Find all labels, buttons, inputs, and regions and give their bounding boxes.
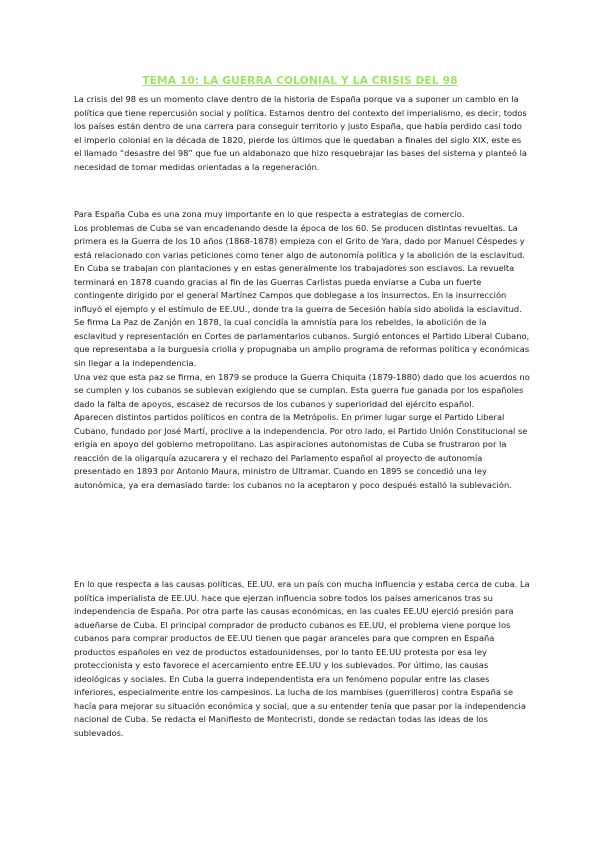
paragraph-intro	[74, 93, 530, 174]
paragraph-causas	[74, 578, 530, 741]
paragraph-line: Aparecen distintos partidos políticos en contra de la Metrópolis. En primer lugar surge el Partido Liberal Cubano, fundado por José Martí, proclive a la independencia. Por otro lado, el Partido Unión Constitucional se erigía en apoyo del gobierno metropolitano. Las aspiraciones autonomistas de Cuba se frustraron por la reacción de la oligarquía azucarera y el rechazo del Parlamento español al proyecto de autonomía presentado en 1893 por Antonio Maura, ministro de Ultramar. Cuando en 1895 se concedió una ley autonómica, ya era demasiado tarde: los cubanos no la aceptaron y poco después estalló la sublevación.	[74, 412, 528, 490]
paragraph-line: Una vez que esta paz se firma, en 1879 se produce la Guerra Chiquita (1879-1880) dado que los acuerdos no se cumplen y los cubanos se sublevan exigiendo que se cumplan. Esta guerra fue ganada por los españoles dado la falta de apoyos, escasez de recursos de los cubanos y superioridad del ejército español.	[74, 371, 530, 409]
document-title: TEMA 10: LA GUERRA COLONIAL Y LA CRISIS DEL 98	[142, 75, 458, 87]
paragraph-cuba-revueltas	[74, 208, 530, 492]
paragraph-line: En lo que respecta a las causas políticas, EE.UU. era un país con mucha influencia y estaba cerca de cuba. La política imperialista de EE.UU. hace que ejerzan influencia sobre todos los países americanos tras su independencia de España. Por otra parte las causas económicas, en las cuales EE.UU ejerció presión para adueñarse de Cuba. El principal comprador de producto cubanos es EE.UU, el problema viene porque los cubanos para comprar productos de EE.UU tienen que pagar aranceles para que compren en España productos españoles en vez de productos estadounidenses, por lo tanto EE.UU protesta por esa ley proteccionista y esto favorece el acercamiento entre EE.UU y los sublevados. Por último, las causas ideológicas y sociales. En Cuba la guerra independentista era un fenómeno popular entre las clases inferiores, especialmente entre los campesinos. La lucha de los mambises (guerrilleros) contra España se hacía para mejorar su situación económica y social, que a su entender tenía que pasar por la independencia nacional de Cuba. Se redacta el Manifiesto de Montecristi, donde se redactan todas las ideas de los sublevados.	[74, 579, 530, 739]
paragraph-line: La crisis del 98 es un momento clave dentro de la historia de España porque va a suponer un cambio en la política que tiene repercusión social y política. Estamos dentro del contexto del imperialismo, es decir, todos los países están dentro de una carrera para conseguir territorio y justo España, que había perdido casi todo el imperio colonial en la década de 1820, pierde los últimos que le quedaban a finales del siglo XIX, este es el llamado “desastre del 98” que fue un aldabonazo que hizo resquebrajar las bases del sistema y planteó la necesidad de tomar medidas orientadas a la regeneración.	[74, 94, 527, 172]
paragraph-line: Para España Cuba es una zona muy importante en lo que respecta a estrategias de comercio.	[74, 209, 465, 219]
paragraph-line: Los problemas de Cuba se van encadenando desde la época de los 60. Se producen distintas revueltas. La primera es la Guerra de los 10 años (1868-1878) empieza con el Grito de Yara, dado por Manuel Céspedes y está relacionado con varias peticiones como tener algo de autonomía política y la abolición de la esclavitud. En Cuba se trabajan con plantaciones y en estas generalmente los trabajadores son esclavos. La revuelta terminará en 1878 cuando gracias al fin de las Guerras Carlistas pueda enviarse a Cuba un fuerte contingente dirigido por el general Martínez Campos que doblegase a los insurrectos. En la insurrección influyó el ejemplo y el estímulo de EE.UU., donde tra la guerra de Secesión había sido abolida la esclavitud. Se firma La Paz de Zanjón en 1878, la cual concidía la amnistía para los rebeldes, la abolición de la esclavitud y representación en Cortes de parlamentarios cubanos. Surgió entonces el Partido Liberal Cubano, que representaba a la burguesía criolla y propugnaba un amplio programa de reformas política y económicas sin llegar a la independencia.	[74, 222, 530, 369]
